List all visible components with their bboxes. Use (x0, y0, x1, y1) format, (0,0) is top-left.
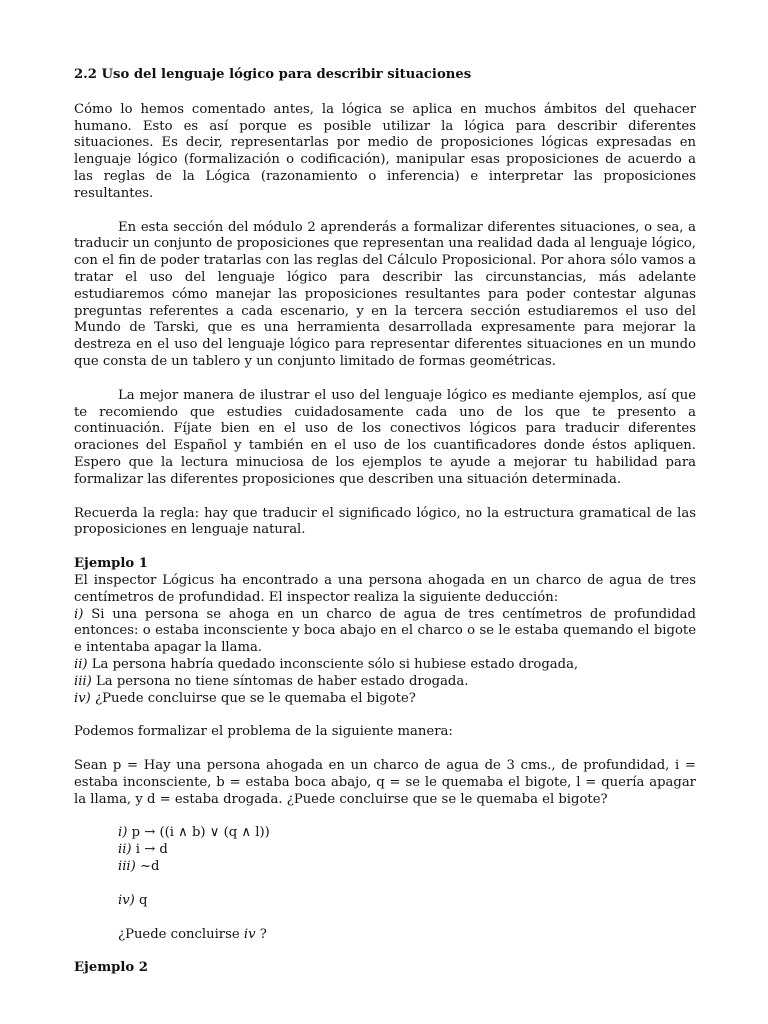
example-2-title: Ejemplo 2 (74, 960, 148, 976)
conclusion-item (118, 893, 696, 910)
spacer (74, 876, 696, 893)
formula-number: iii) (118, 859, 136, 875)
premise-text: ¿Puede concluirse que se le quemaba el bigote? (90, 690, 416, 706)
question-number: iv (243, 926, 256, 942)
question-suffix: ? (255, 926, 267, 942)
example-1-title: Ejemplo 1 (74, 556, 148, 572)
formula-item (118, 842, 696, 859)
conclusion-question (118, 927, 696, 944)
question-prefix: ¿Puede concluirse (118, 926, 244, 942)
premise-number: ii) (74, 656, 88, 672)
conclusion-number: iv) (118, 892, 135, 908)
formalize-intro: Podemos formalizar el problema de la siguiente manera: (74, 724, 453, 740)
premise-text: La persona habría quedado inconsciente sólo si hubiese estado drogada, (87, 656, 579, 672)
formula-text: ~d (135, 859, 160, 875)
variable-definitions: Sean p = Hay una persona ahogada en un charco de agua de 3 cms., de profundidad, i = estaba inconsciente, b = estaba boca abajo, q = se le quemaba el bigote, l = quería apagar la llama, y d = estaba drogada. ¿Puede concluirse que se le quemaba el bigote? (74, 758, 696, 807)
spacer (74, 943, 696, 960)
premise-number: iii) (74, 673, 92, 689)
formula-item (118, 859, 696, 876)
premise-item (74, 657, 696, 674)
premise-number: iv) (74, 690, 91, 706)
spacer (74, 910, 696, 927)
premise-item (74, 674, 696, 691)
premise-number: i) (74, 606, 84, 622)
paragraph-intro: Cómo lo hemos comentado antes, la lógica se aplica en muchos ámbitos del quehacer humano. Esto es así porque es posible utilizar la lógica para describir diferentes situaciones. Es decir, representarlas por medio de proposiciones lógicas expresadas en lenguaje lógico (formalización o codificación), manipular esas proposiciones de acuerdo a las reglas de la Lógica (razonamiento o inferencia) e interpretar las proposiciones resultantes. (74, 101, 696, 201)
formula-number: i) (118, 825, 128, 841)
example-1 (74, 556, 696, 707)
premise-item (74, 607, 696, 657)
premise-item (74, 691, 696, 708)
premise-text: Si una persona se ahoga en un charco de agua de tres centímetros de profundidad entonces: o estaba inconsciente y boca abajo en el charco o se le estaba quemando el bigote e intentaba apagar la llama. (74, 606, 696, 656)
formula-text: p → ((i ∧ b) ∨ (q ∧ l)) (127, 825, 270, 841)
formula-text: i → d (131, 842, 168, 858)
formula-number: ii) (118, 842, 132, 858)
paragraph-rule: Recuerda la regla: hay que traducir el significado lógico, no la estructura gramatical de las proposiciones en lenguaje natural. (74, 505, 696, 538)
conclusion-text: q (134, 892, 148, 908)
formula-item (118, 825, 696, 842)
section-heading: 2.2 Uso del lenguaje lógico para describir situaciones (74, 67, 472, 82)
example-1-intro: El inspector Lógicus ha encontrado a una persona ahogada en un charco de agua de tres centímetros de profundidad. El inspector realiza la siguiente deducción: (74, 572, 696, 605)
paragraph-section-overview: En esta sección del módulo 2 aprenderás a formalizar diferentes situaciones, o sea, a traducir un conjunto de proposiciones que representan una realidad dada al lenguaje lógico, con el fin de poder tratarlas con las reglas del Cálculo Proposicional. Por ahora sólo vamos a tratar el uso del lenguaje lógico para describir las circunstancias, más adelante estudiaremos cómo manejar las proposiciones resultantes para poder contestar algunas preguntas referentes a cada escenario, y en la tercera sección estudiaremos el uso del Mundo de Tarski, que es una herramienta desarrollada expresamente para mejorar la destreza en el uso del lenguaje lógico para representar diferentes situaciones en un mundo que consta de un tablero y un conjunto limitado de formas geométricas. (74, 219, 696, 369)
premise-text: La persona no tiene síntomas de haber estado drogada. (91, 673, 469, 689)
paragraph-examples-advice: La mejor manera de ilustrar el uso del lenguaje lógico es mediante ejemplos, así que te recomiendo que estudies cuidadosamente cada uno de los que te presento a continuación. Fíjate bien en el uso de los conectivos lógicos para traducir diferentes oraciones del Español y también en el uso de los cuantificadores donde éstos apliquen. Espero que la lectura minuciosa de los ejemplos te ayude a mejorar tu habilidad para formalizar las diferentes proposiciones que describen una situación determinada. (74, 387, 696, 487)
